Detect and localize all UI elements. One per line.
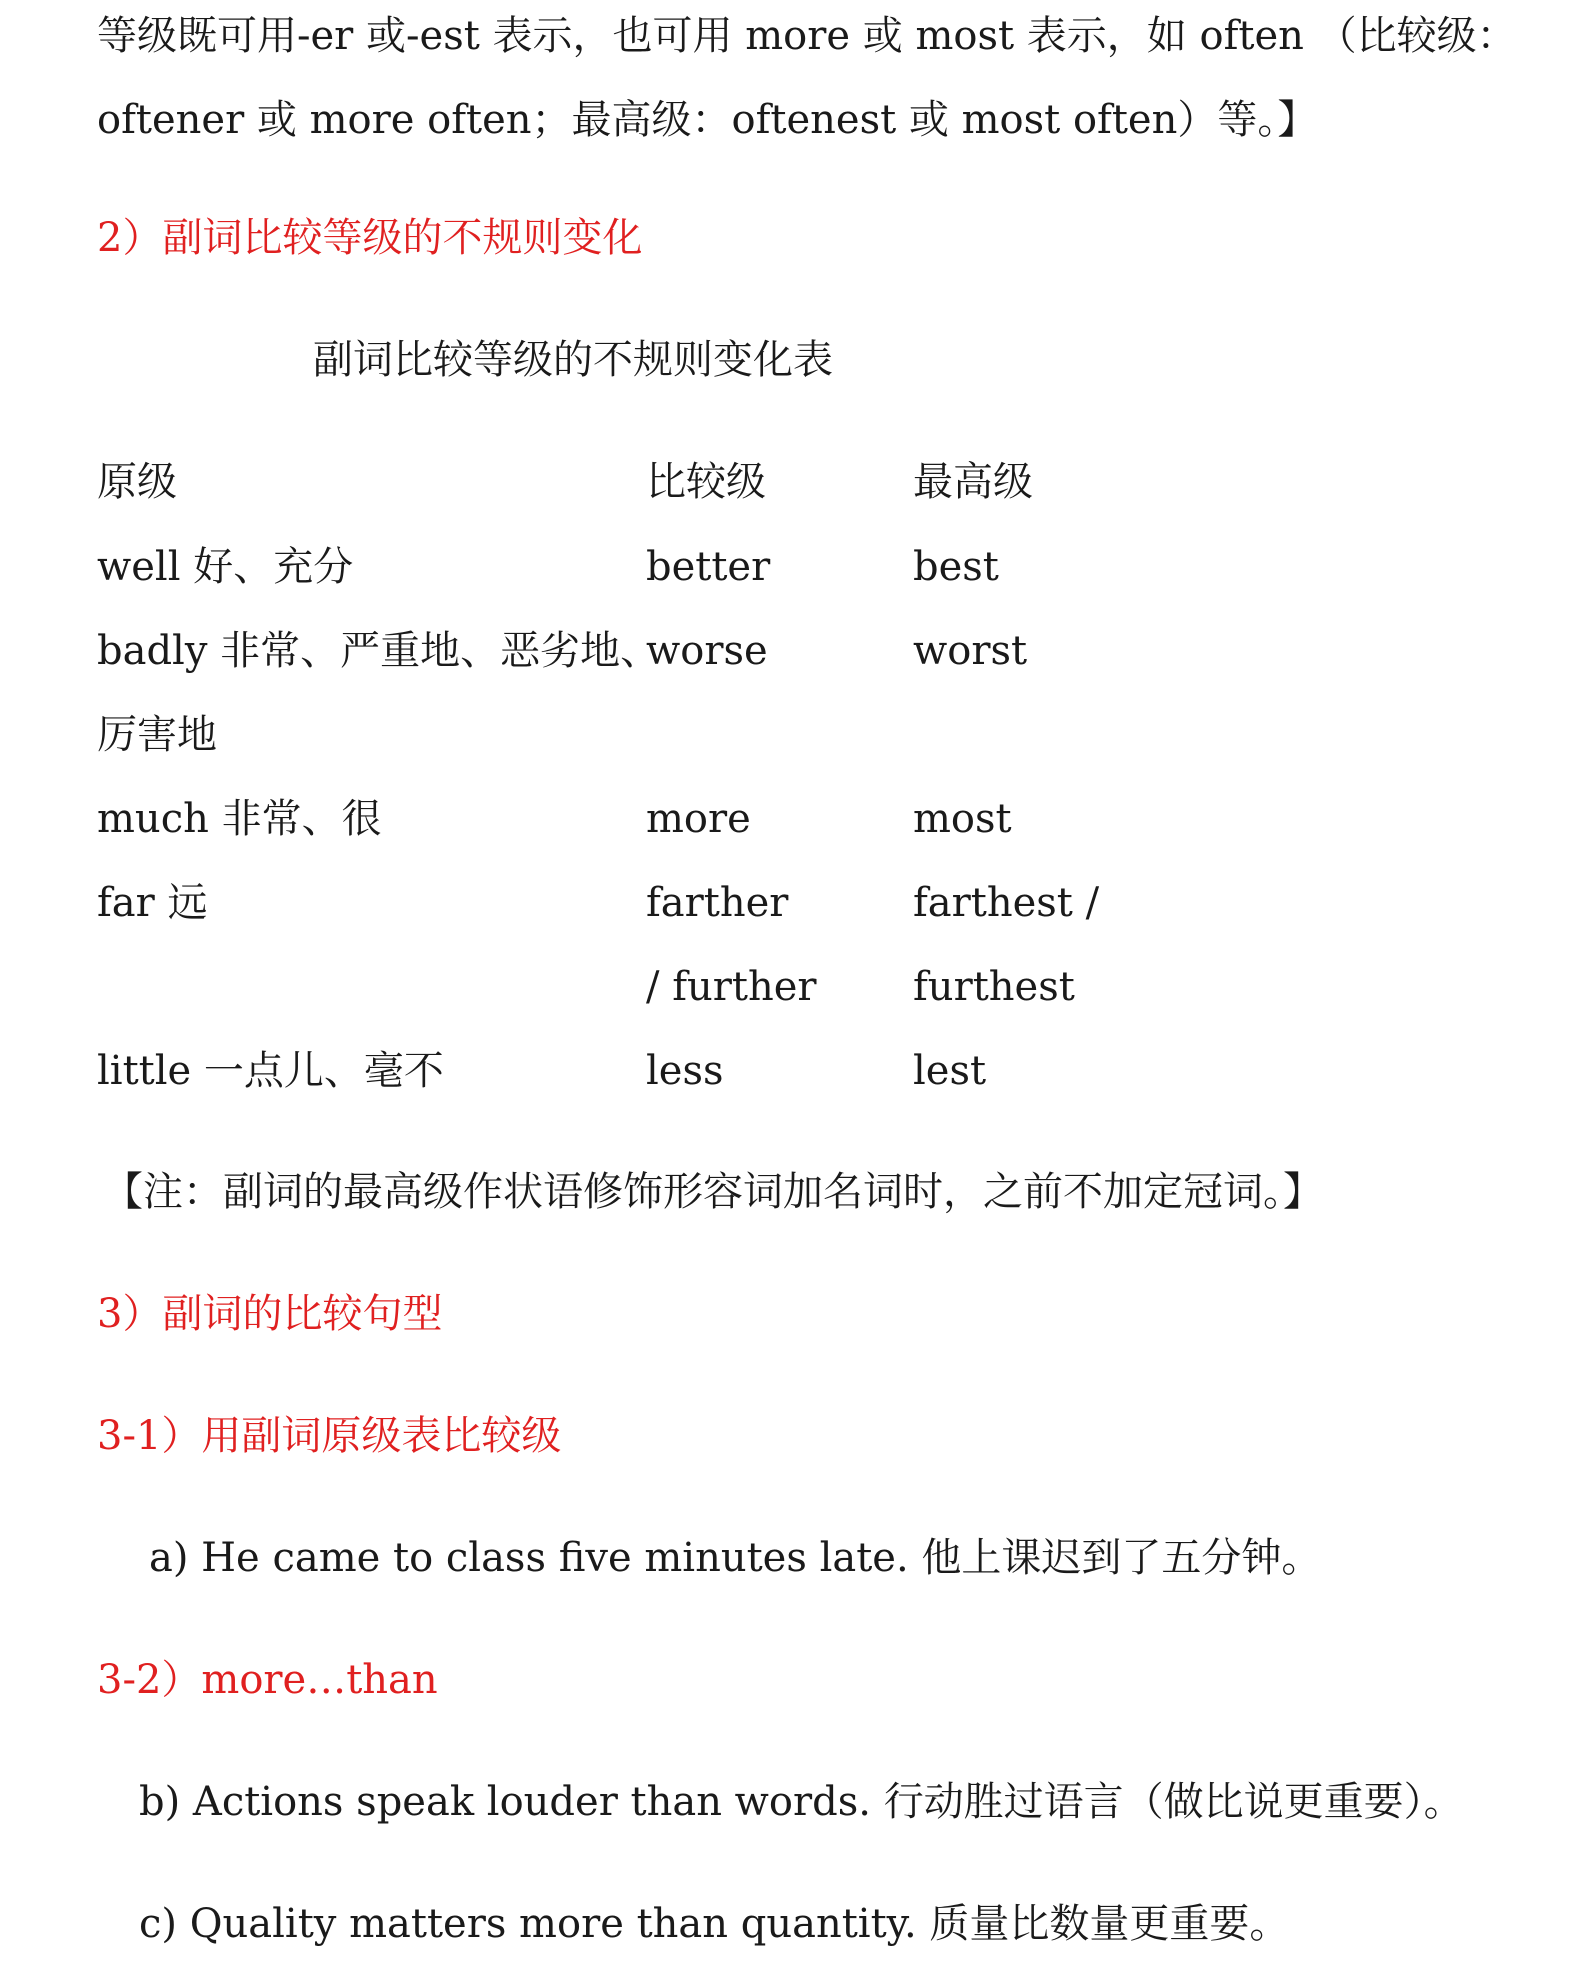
table-header-comparative: 比较级 bbox=[646, 459, 766, 505]
table-cell-base: much 非常、很 bbox=[97, 796, 382, 842]
subsection-heading-3-1: 3-1）用副词原级表比较级 bbox=[97, 1413, 562, 1459]
table-cell-superlative: farthest / bbox=[913, 880, 1100, 926]
table-cell-base: well 好、充分 bbox=[97, 544, 354, 590]
table-cell-comparative: more bbox=[646, 796, 751, 842]
table-cell-comparative: less bbox=[646, 1048, 724, 1094]
table-cell-comparative: / further bbox=[646, 964, 817, 1010]
table-cell-base: little 一点儿、毫不 bbox=[97, 1048, 444, 1094]
table-cell-superlative: worst bbox=[913, 628, 1028, 674]
table-cell-base: far 远 bbox=[97, 880, 208, 926]
table-cell-comparative: better bbox=[646, 544, 771, 590]
table-cell-superlative: most bbox=[913, 796, 1012, 842]
table-cell-superlative: furthest bbox=[913, 964, 1075, 1010]
table-cell-superlative: lest bbox=[913, 1048, 987, 1094]
intro-line-2: oftener 或 more often；最高级：oftenest 或 most often）等。】 bbox=[97, 97, 1318, 143]
table-cell-base: 厉害地 bbox=[97, 712, 217, 758]
intro-line-1: 等级既可用-er 或-est 表示，也可用 more 或 most 表示，如 often （比较级： bbox=[97, 13, 1517, 59]
example-sentence-a: a) He came to class five minutes late. 他上课迟到了五分钟。 bbox=[149, 1535, 1322, 1581]
section-heading-2: 2）副词比较等级的不规则变化 bbox=[97, 215, 643, 261]
table-cell-base: badly 非常、严重地、恶劣地、 bbox=[97, 628, 661, 674]
example-sentence-c: c) Quality matters more than quantity. 质量比数量更重要。 bbox=[139, 1901, 1290, 1947]
table-cell-superlative: best bbox=[913, 544, 999, 590]
section-heading-3: 3）副词的比较句型 bbox=[97, 1291, 443, 1337]
note-text: 【注：副词的最高级作状语修饰形容词加名词时，之前不加定冠词。】 bbox=[103, 1169, 1323, 1215]
table-cell-comparative: worse bbox=[646, 628, 768, 674]
table-header-superlative: 最高级 bbox=[913, 459, 1033, 505]
table-header-base: 原级 bbox=[97, 459, 177, 505]
table-title: 副词比较等级的不规则变化表 bbox=[313, 337, 833, 383]
example-sentence-b: b) Actions speak louder than words. 行动胜过语言（做比说更重要）。 bbox=[139, 1779, 1464, 1825]
table-cell-comparative: farther bbox=[646, 880, 789, 926]
subsection-heading-3-2: 3-2）more…than bbox=[97, 1657, 438, 1703]
